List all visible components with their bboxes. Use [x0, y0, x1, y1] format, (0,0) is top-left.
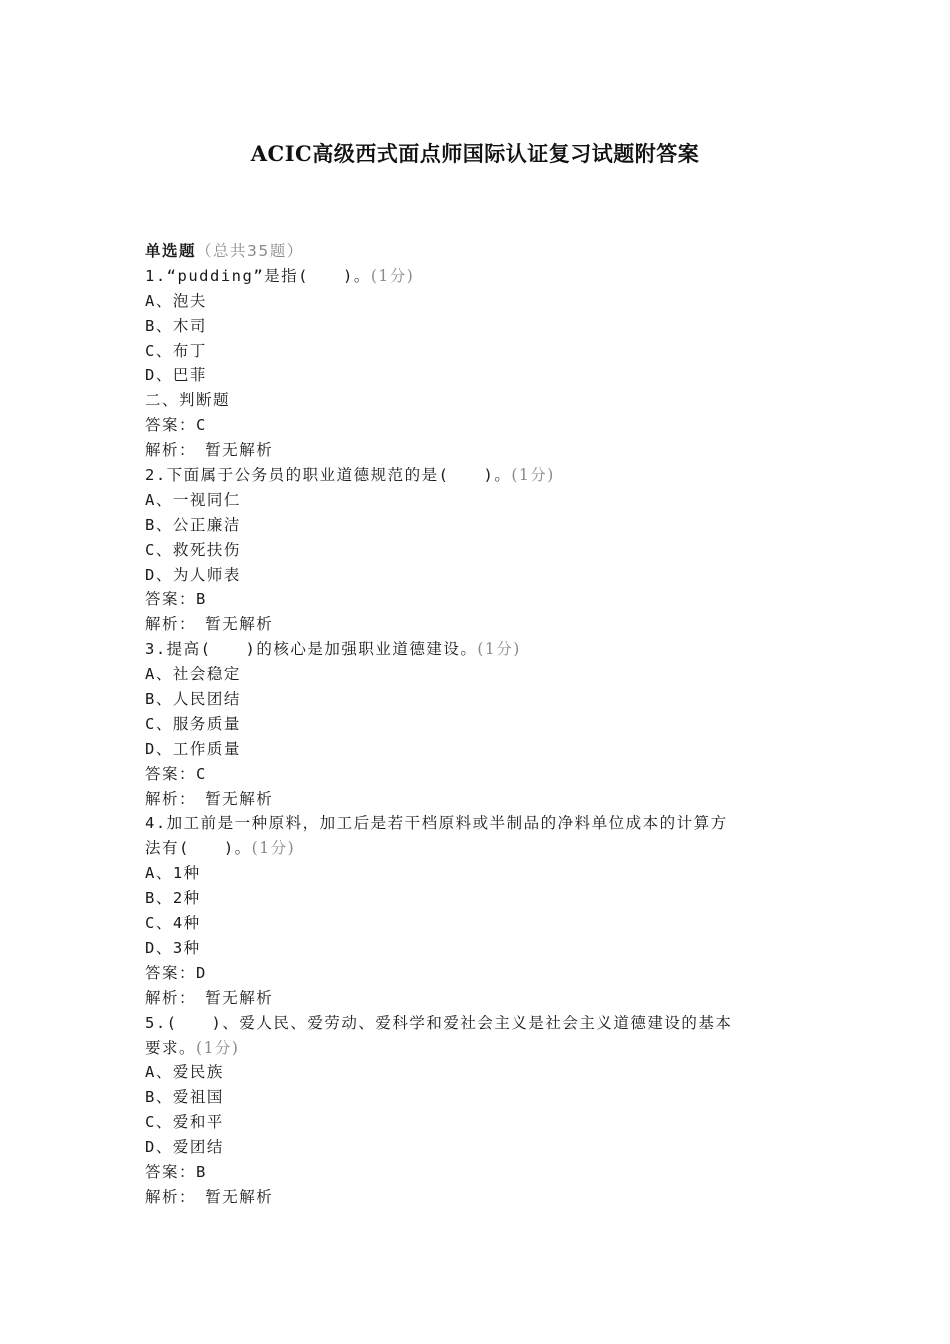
- option: A、爱民族: [145, 1063, 224, 1082]
- question-stem-continued: [145, 836, 805, 861]
- section-note: 二、判断题: [145, 391, 231, 410]
- question-list: [145, 239, 805, 1210]
- answer: 答案：D: [145, 963, 207, 982]
- question-text: 2.下面属于公务员的职业道德规范的是( )。: [145, 466, 512, 485]
- question-text: 3.提高( )的核心是加强职业道德建设。: [145, 640, 478, 659]
- question-text: 要求。: [145, 1038, 197, 1057]
- question-stem: 4.加工前是一种原料，加工后是若干档原料或半制品的净料单位成本的计算方: [145, 814, 728, 833]
- analysis: 解析： 暂无解析: [145, 441, 274, 460]
- option: C、爱和平: [145, 1113, 224, 1132]
- answer: 答案：C: [145, 764, 207, 783]
- question-text: 1.“pudding”是指( )。: [145, 266, 371, 285]
- analysis: 解析： 暂无解析: [145, 1187, 274, 1206]
- question-score: (1分): [511, 466, 555, 485]
- option: A、一视同仁: [145, 490, 241, 509]
- option: D、3种: [145, 938, 201, 957]
- option: B、爱祖国: [145, 1088, 224, 1107]
- question-stem-continued: [145, 1036, 805, 1061]
- section-count: （总共35题）: [196, 242, 304, 260]
- question-score: (1分): [196, 1038, 240, 1057]
- question-stem: [145, 463, 805, 488]
- option: C、服务质量: [145, 714, 241, 733]
- question-stem: [145, 264, 805, 289]
- question-score: (1分): [477, 640, 521, 659]
- option: B、公正廉洁: [145, 515, 241, 534]
- analysis: 解析： 暂无解析: [145, 615, 274, 634]
- option: A、泡夫: [145, 291, 207, 310]
- answer: 答案：B: [145, 590, 207, 609]
- question-stem: 5.( )、爱人民、爱劳动、爱科学和爱社会主义是社会主义道德建设的基本: [145, 1013, 733, 1032]
- option: A、1种: [145, 864, 201, 883]
- option: B、木司: [145, 316, 207, 335]
- option: B、人民团结: [145, 690, 241, 709]
- option: C、布丁: [145, 341, 207, 360]
- analysis: 解析： 暂无解析: [145, 789, 274, 808]
- option: C、4种: [145, 914, 201, 933]
- question-score: (1分): [251, 839, 296, 858]
- section-heading: [145, 239, 805, 264]
- document-title: ACIC高级西式面点师国际认证复习试题附答案: [250, 141, 700, 166]
- question-text: 法有( )。: [145, 839, 252, 858]
- option: C、救死扶伤: [145, 540, 241, 559]
- option: D、巴菲: [145, 366, 207, 385]
- answer: 答案：B: [145, 1162, 207, 1181]
- section-label: 单选题: [145, 242, 197, 260]
- answer: 答案：C: [145, 416, 207, 435]
- question-score: (1分): [370, 266, 415, 285]
- option: B、2种: [145, 889, 201, 908]
- analysis: 解析： 暂无解析: [145, 988, 274, 1007]
- option: D、工作质量: [145, 739, 241, 758]
- question-stem: [145, 637, 805, 662]
- option: D、为人师表: [145, 565, 241, 584]
- option: A、社会稳定: [145, 665, 241, 684]
- option: D、爱团结: [145, 1138, 224, 1157]
